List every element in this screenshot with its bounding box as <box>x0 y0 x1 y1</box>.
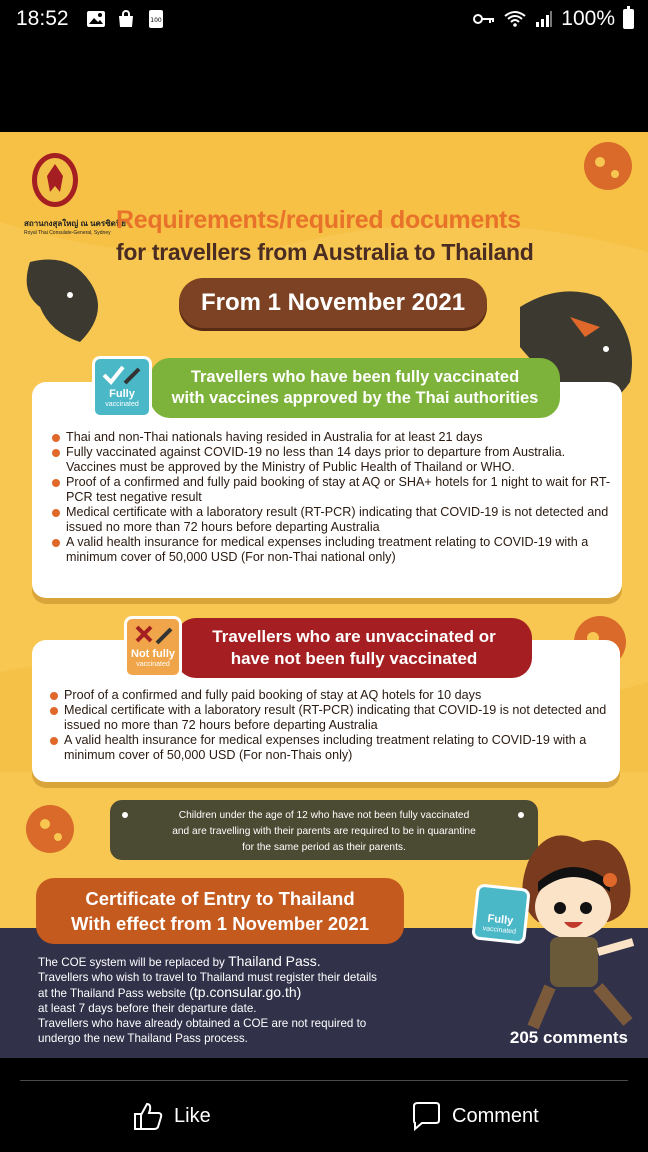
vaccinated-heading-line2: with vaccines approved by the Thai authorities <box>171 389 539 407</box>
coe-line4: at least 7 days before their departure date. <box>38 1002 257 1015</box>
coe-heading-line1: Certificate of Entry to Thailand <box>85 888 355 909</box>
battery-percent: 100% <box>561 7 615 30</box>
coe-line1-prefix: The COE system will be replaced by <box>38 956 229 969</box>
unvaccinated-heading-line2: have not been fully vaccinated <box>230 649 478 668</box>
children-note-line2: and are travelling with their parents are required to be in quarantine <box>172 826 476 837</box>
divider <box>20 1080 628 1081</box>
like-button[interactable] <box>132 1100 211 1132</box>
list-item: A valid health insurance for medical expenses including treatment relating to COVID-19 with a minimum cover of 50,000 USD (For non-Thais only) <box>48 733 614 763</box>
list-item: A valid health insurance for medical expenses including treatment relating to COVID-19 with a minimum cover of 50,000 USD (For non-Thai national only) <box>50 535 612 565</box>
badge-vaccinated-text: vaccinated <box>482 925 517 936</box>
coe-heading <box>36 878 404 944</box>
cross-syringe-icon <box>133 623 175 647</box>
badge-fully-text: Fully <box>109 388 135 400</box>
poster-title: Requirements/required documents <box>116 206 521 234</box>
signal-icon <box>535 10 553 28</box>
list-item: Fully vaccinated against COVID-19 no less than 14 days prior to departure from Australia. Vaccines must be approved by the Ministry of Public Health of Thailand or WHO. <box>50 445 612 475</box>
comment-label: Comment <box>452 1104 539 1127</box>
bullet-dot <box>518 812 524 818</box>
list-item: Proof of a confirmed and fully paid booking of stay at AQ or SHA+ hotels for 1 night to wait for RT-PCR test negative result <box>50 475 612 505</box>
children-note-line3: for the same period as their parents. <box>242 842 406 853</box>
notification-icons <box>86 9 166 29</box>
wifi-icon <box>503 10 527 28</box>
system-icons <box>473 7 634 31</box>
vaccinated-requirements-list <box>50 430 612 565</box>
image-icon <box>86 9 106 29</box>
badge-fully-text: Fully <box>486 912 514 928</box>
badge-not-fully-text: Not fully <box>131 648 175 660</box>
not-fully-vaccinated-badge <box>124 616 182 678</box>
like-label: Like <box>174 1104 211 1127</box>
unvaccinated-heading <box>176 618 532 678</box>
status-bar <box>0 0 648 40</box>
battery-icon <box>623 9 634 29</box>
shopping-bag-icon <box>116 9 136 29</box>
unvaccinated-requirements-list <box>48 688 614 763</box>
children-note-line1: Children under the age of 12 who have not been fully vaccinated <box>178 810 470 821</box>
logo-thai-text: สถานกงสุลใหญ่ ณ นครซิดนีย์ <box>24 219 126 228</box>
coe-line5: Travellers who have already obtained a COE are not required to <box>38 1017 367 1030</box>
fully-vaccinated-badge <box>92 356 152 418</box>
website-highlight: (tp.consular.go.th) <box>189 984 302 1000</box>
list-item: Thai and non-Thai nationals having resided in Australia for at least 21 days <box>50 430 612 445</box>
consulate-logo <box>24 152 126 236</box>
thumbs-up-icon <box>132 1100 164 1132</box>
children-quarantine-note <box>110 800 538 860</box>
bullet-dot <box>122 812 128 818</box>
key-icon <box>473 12 495 26</box>
coe-line6: undergo the new Thailand Pass process. <box>38 1032 248 1045</box>
thailand-pass-highlight: Thailand Pass. <box>228 953 321 969</box>
unvaccinated-heading-line1: Travellers who are unvaccinated or <box>212 627 496 646</box>
vaccinated-heading <box>150 358 560 418</box>
comment-button[interactable] <box>410 1100 539 1132</box>
badge-vaccinated-text: vaccinated <box>136 661 170 668</box>
effective-date-pill: From 1 November 2021 <box>179 278 487 328</box>
logo-english-text: Royal Thai Consulate-General, Sydney <box>24 230 111 236</box>
comments-count-link[interactable]: 205 comments <box>509 1028 628 1047</box>
poster-subtitle: for travellers from Australia to Thailand <box>116 239 534 265</box>
coe-line2: Travellers who wish to travel to Thailand must register their details <box>38 971 377 984</box>
coe-heading-line2: With effect from 1 November 2021 <box>71 913 369 934</box>
coe-line3-prefix: at the Thailand Pass website <box>38 987 190 1000</box>
svg-text:100: 100 <box>150 17 162 24</box>
list-item: Proof of a confirmed and fully paid booking of stay at AQ hotels for 10 days <box>48 688 614 703</box>
mascot-fully-vaccinated-badge <box>471 883 531 944</box>
garuda-emblem-icon <box>30 152 80 210</box>
post-action-bar <box>0 1060 648 1152</box>
list-item: Medical certificate with a laboratory result (RT-PCR) indicating that COVID-19 is not detected and issued no more than 72 hours before departing Australia <box>50 505 612 535</box>
list-item: Medical certificate with a laboratory result (RT-PCR) indicating that COVID-19 is not detected and issued no more than 72 hours before departing Australia <box>48 703 614 733</box>
vaccinated-heading-line1: Travellers who have been fully vaccinated <box>190 368 520 386</box>
post-image[interactable] <box>0 132 648 1058</box>
status-time: 18:52 <box>16 7 69 30</box>
comment-bubble-icon <box>410 1100 442 1132</box>
coe-description <box>38 954 458 1046</box>
battery-saver-icon <box>146 9 166 29</box>
badge-vaccinated-text: vaccinated <box>105 401 139 408</box>
check-syringe-icon <box>101 363 143 387</box>
